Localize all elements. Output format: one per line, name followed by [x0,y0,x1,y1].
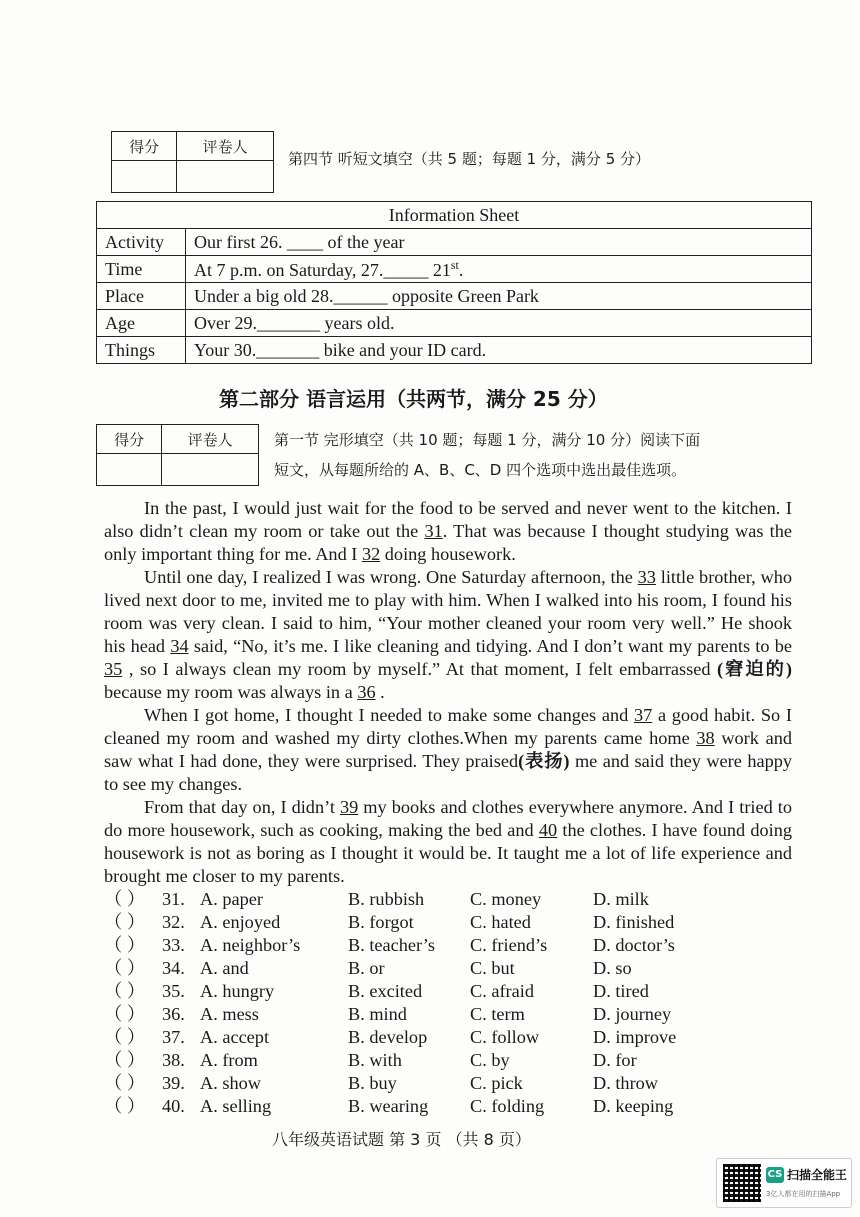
option-row-40 [104,1095,804,1118]
option-a: A. and [200,958,249,978]
blank-37: 37 [633,705,653,725]
score-header: 得分 [97,425,162,454]
option-b: B. buy [348,1073,397,1093]
info-value: Over 29._______ years old. [186,310,812,337]
question-number: 34. [162,958,185,978]
question-number: 35. [162,981,185,1001]
option-c: C. by [470,1050,510,1070]
info-sheet-title: Information Sheet [97,202,812,229]
option-b: B. develop [348,1027,428,1047]
info-row-place [97,283,812,310]
info-label: Place [97,283,186,310]
watermark-name: 扫描全能王 [787,1168,848,1182]
question-number: 39. [162,1073,185,1093]
answer-paren[interactable]: （ ） [104,1073,146,1093]
blank-36: 36 [357,682,376,702]
answer-paren[interactable]: （ ） [104,1050,146,1070]
camscanner-watermark [716,1158,852,1208]
answer-paren[interactable]: （ ） [104,935,146,955]
option-b: B. wearing [348,1096,429,1116]
info-value: At 7 p.m. on Saturday, 27._____ 21st. [186,256,812,283]
option-row-37 [104,1026,804,1049]
blank-40: 40 [538,820,558,840]
option-b: B. or [348,958,385,978]
part2-title: 第二部分 语言运用（共两节，满分 25 分） [219,387,608,411]
watermark-subtitle: 3亿人都在用的扫描App [766,1190,841,1198]
question-number: 36. [162,1004,185,1024]
option-a: A. neighbor’s [200,935,301,955]
option-row-31 [104,888,804,911]
passage-paragraph-3: When I got home, I thought I needed to make some changes and 37 a good habit. So I cleaned my room and washed my dirty clothes.When my parents came home 38 work and saw what I had done, they were surprised. They praised(表扬) me and said they were happy to see my changes. [104,705,792,794]
option-row-35 [104,980,804,1003]
option-c: C. term [470,1004,525,1024]
blank-35: 35 [104,659,123,679]
question-number: 32. [162,912,185,932]
option-d: D. tired [593,981,649,1001]
grader-header: 评卷人 [162,425,259,454]
option-d: D. so [593,958,632,978]
gloss-embarrassed: (窘迫的) [717,659,793,679]
answer-paren[interactable]: （ ） [104,1096,146,1116]
score-cell [97,454,162,486]
option-d: D. for [593,1050,637,1070]
grader-header: 评卷人 [177,132,274,161]
option-c: C. afraid [470,981,534,1001]
answer-paren[interactable]: （ ） [104,1027,146,1047]
grader-cell [162,454,259,486]
question-number: 31. [162,889,185,909]
page-footer: 八年级英语试题 第 3 页 （共 8 页） [272,1130,531,1149]
question-number: 38. [162,1050,185,1070]
cs-logo-icon: CS [766,1167,784,1183]
option-row-38 [104,1049,804,1072]
section4-title: 第四节 听短文填空（共 5 题；每题 1 分，满分 5 分） [288,150,651,168]
question-number: 40. [162,1096,185,1116]
option-c: C. folding [470,1096,545,1116]
info-row-things [97,337,812,364]
option-d: D. keeping [593,1096,674,1116]
section1-intro [274,425,804,485]
option-d: D. journey [593,1004,672,1024]
info-row-activity [97,229,812,256]
score-header: 得分 [112,132,177,161]
answer-paren[interactable]: （ ） [104,1004,146,1024]
option-c: C. hated [470,912,531,932]
answer-paren[interactable]: （ ） [104,912,146,932]
option-a: A. show [200,1073,261,1093]
option-c: C. money [470,889,542,909]
passage-paragraph-1: In the past, I would just wait for the food to be served and never went to the kitchen. I also didn’t clean my room or take out the 31. That was because I thought studying was the only important thing for me. And I 32 doing housework. [104,498,792,564]
section1-intro-line-1: 第一节 完形填空（共 10 题；每题 1 分，满分 10 分）阅读下面 [274,431,701,449]
info-label: Age [97,310,186,337]
option-a: A. from [200,1050,258,1070]
option-c: C. but [470,958,515,978]
options-list [104,888,804,1118]
qr-code-icon [723,1164,761,1202]
option-row-39 [104,1072,804,1095]
info-label: Activity [97,229,186,256]
option-a: A. enjoyed [200,912,281,932]
score-cell [112,161,177,193]
option-d: D. doctor’s [593,935,675,955]
option-c: C. friend’s [470,935,548,955]
option-a: A. hungry [200,981,275,1001]
option-a: A. mess [200,1004,259,1024]
gloss-praised: (表扬) [518,751,570,771]
question-number: 33. [162,935,185,955]
option-a: A. selling [200,1096,272,1116]
answer-paren[interactable]: （ ） [104,981,146,1001]
blank-34: 34 [170,636,189,656]
option-c: C. pick [470,1073,523,1093]
answer-paren[interactable]: （ ） [104,889,146,909]
option-b: B. teacher’s [348,935,435,955]
option-b: B. forgot [348,912,414,932]
blank-38: 38 [696,728,715,748]
info-row-time [97,256,812,283]
passage-paragraph-4: From that day on, I didn’t 39 my books and clothes everywhere anymore. And I tried to do more housework, such as cooking, making the bed and 40 the clothes. I have found doing housework is not as boring as I thought it would be. It taught me a lot of life experience and brought me closer to my parents. [104,797,793,886]
blank-32: 32 [361,544,381,564]
score-box-1 [111,131,274,193]
info-row-age [97,310,812,337]
option-d: D. finished [593,912,675,932]
option-row-34 [104,957,804,980]
answer-paren[interactable]: （ ） [104,958,146,978]
option-d: D. milk [593,889,649,909]
grader-cell [177,161,274,193]
option-d: D. throw [593,1073,658,1093]
option-b: B. with [348,1050,402,1070]
score-box-2 [96,424,259,486]
option-row-33 [104,934,804,957]
option-c: C. follow [470,1027,540,1047]
cloze-passage [104,497,792,888]
blank-33: 33 [637,567,656,587]
info-value: Your 30._______ bike and your ID card. [186,337,812,364]
option-b: B. rubbish [348,889,425,909]
info-label: Time [97,256,186,283]
info-value: Under a big old 28.______ opposite Green Park [186,283,812,310]
information-sheet [96,201,812,364]
option-a: A. accept [200,1027,270,1047]
option-row-32 [104,911,804,934]
option-d: D. improve [593,1027,677,1047]
section1-intro-line-2: 短文，从每题所给的 A、B、C、D 四个选项中选出最佳选项。 [274,461,687,479]
option-b: B. mind [348,1004,407,1024]
blank-31: 31 [424,521,443,541]
option-row-36 [104,1003,804,1026]
option-a: A. paper [200,889,263,909]
info-value: Our first 26. ____ of the year [186,229,812,256]
option-b: B. excited [348,981,423,1001]
blank-39: 39 [339,797,359,817]
info-label: Things [97,337,186,364]
question-number: 37. [162,1027,185,1047]
passage-paragraph-2: Until one day, I realized I was wrong. One Saturday afternoon, the 33 little brother, who lived next door to me, invited me to play with him. When I walked into his room, I found his room was very clean. I said to him, “Your mother cleaned your room very well.” He shook his head 34 said, “No, it’s me. I like cleaning and tidying. And I don’t want my parents to be 35 , so I always clean my room by myself.” At that moment, I felt embarrassed (窘迫的) because my room was always in a 36 . [104,567,793,702]
